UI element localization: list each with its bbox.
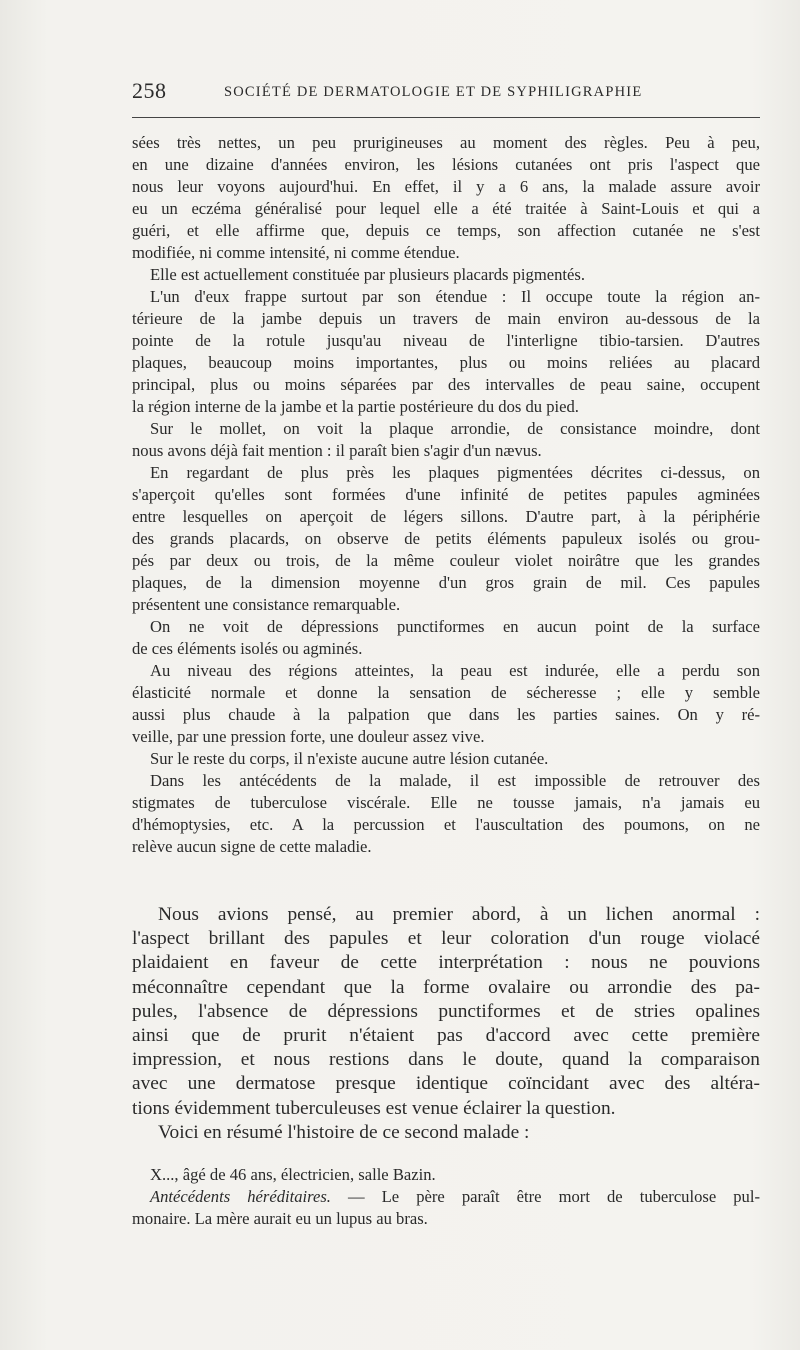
text-line: veille, par une pression forte, une douleur assez vive.: [132, 727, 485, 746]
text-line: plaques, de la dimension moyenne d'un gros grain de mil. Ces papules: [132, 573, 760, 592]
page-number: 258: [132, 78, 167, 103]
commentary-text: [132, 903, 760, 1145]
text-line: aussi plus chaude à la palpation que dans les parties saines. On y ré-: [132, 705, 760, 724]
header-rule: [132, 117, 760, 118]
text-line: eu un eczéma généralisé pour lequel elle a été traitée à Saint-Louis et qui a: [132, 199, 760, 218]
text-line: en une dizaine d'années environ, les lésions cutanées ont pris l'aspect que: [132, 155, 760, 174]
text-line: pés par deux ou trois, de la même couleur violet noirâtre que les grandes: [132, 551, 760, 570]
text-line: Sur le mollet, on voit la plaque arrondie, de consistance moindre, dont: [150, 419, 760, 438]
text-line: méconnaître cependant que la forme ovalaire ou arrondie des pa-: [132, 976, 760, 998]
text-line: l'aspect brillant des papules et leur coloration d'un rouge violacé: [132, 928, 760, 950]
text-line: ainsi que de prurit n'étaient pas d'accord avec cette première: [132, 1024, 760, 1046]
text-line: Sur le reste du corps, il n'existe aucune autre lésion cutanée.: [150, 749, 549, 768]
text-line: avec une dermatose presque identique coïncidant avec des altéra-: [132, 1073, 760, 1095]
text-line: plaidaient en faveur de cette interprétation : nous ne pouvions: [132, 952, 760, 974]
heredity-label: Antécédents héréditaires.: [150, 1187, 331, 1206]
heredity-line: [132, 1186, 760, 1208]
case-description-text: [132, 132, 760, 858]
text-line: de ces éléments isolés ou agminés.: [132, 639, 363, 658]
text-line: des grands placards, on observe de petits éléments papuleux isolés ou grou-: [132, 529, 760, 548]
text-line: présentent une consistance remarquable.: [132, 595, 401, 614]
text-line: On ne voit de dépressions punctiformes en aucun point de la surface: [150, 617, 760, 636]
second-case-record: [132, 1164, 760, 1230]
patient-line: X..., âgé de 46 ans, électricien, salle Bazin.: [150, 1165, 436, 1184]
text-line: s'aperçoit qu'elles sont formées d'une infinité de petites papules agminées: [132, 485, 760, 504]
text-line: En regardant de plus près les plaques pigmentées décrites ci-dessus, on: [150, 463, 760, 482]
text-line: la région interne de la jambe et la partie postérieure du dos du pied.: [132, 397, 579, 416]
page-header: [132, 78, 762, 108]
heredity-text: — Le père paraît être mort de tuberculose pul-: [330, 1187, 760, 1206]
text-line: pules, l'absence de dépressions punctiformes et de stries opalines: [132, 1000, 760, 1022]
text-line: Nous avions pensé, au premier abord, à un lichen anormal :: [158, 904, 760, 925]
text-line: monaire. La mère aurait eu un lupus au bras.: [132, 1209, 428, 1228]
text-line: térieure de la jambe depuis un travers de main environ au-dessous de la: [132, 309, 760, 328]
text-line: L'un d'eux frappe surtout par son étendue : Il occupe toute la région an-: [150, 287, 760, 306]
running-title: SOCIÉTÉ DE DERMATOLOGIE ET DE SYPHILIGRAPHIE: [224, 84, 643, 100]
text-line: principal, plus ou moins séparées par des intervalles de peau saine, occupent: [132, 375, 760, 394]
text-line: Au niveau des régions atteintes, la peau est indurée, elle a perdu son: [150, 661, 760, 680]
text-line: pointe de la rotule jusqu'au niveau de l'interligne tibio-tarsien. D'autres: [132, 331, 760, 350]
text-line: sées très nettes, un peu prurigineuses au moment des règles. Peu à peu,: [132, 133, 760, 152]
text-line: d'hémoptysies, etc. A la percussion et l'auscultation des poumons, on ne: [132, 815, 760, 834]
text-line: modifiée, ni comme intensité, ni comme étendue.: [132, 243, 460, 262]
text-line: entre lesquelles on aperçoit de légers sillons. D'autre part, à la périphérie: [132, 507, 760, 526]
text-line: Voici en résumé l'histoire de ce second malade :: [158, 1121, 530, 1143]
text-line: relève aucun signe de cette maladie.: [132, 837, 372, 856]
text-line: nous leur voyons aujourd'hui. En effet, il y a 6 ans, la malade assure avoir: [132, 177, 760, 196]
text-line: stigmates de tuberculose viscérale. Elle ne tousse jamais, n'a jamais eu: [132, 793, 760, 812]
text-line: plaques, beaucoup moins importantes, plus ou moins reliées au placard: [132, 353, 760, 372]
text-line: nous avons déjà fait mention : il paraît bien s'agir d'un nævus.: [132, 441, 542, 460]
text-line: guéri, et elle affirme que, depuis ce temps, son affection cutanée ne s'est: [132, 221, 760, 240]
text-line: tions évidemment tuberculeuses est venue éclairer la question.: [132, 1097, 616, 1119]
text-line: élasticité normale et donne la sensation de sécheresse ; elle y semble: [132, 683, 760, 702]
text-line: Elle est actuellement constituée par plusieurs placards pigmentés.: [150, 265, 585, 284]
text-line: Dans les antécédents de la malade, il est impossible de retrouver des: [150, 771, 760, 790]
text-line: impression, et nous restions dans le doute, quand la comparaison: [132, 1049, 760, 1071]
